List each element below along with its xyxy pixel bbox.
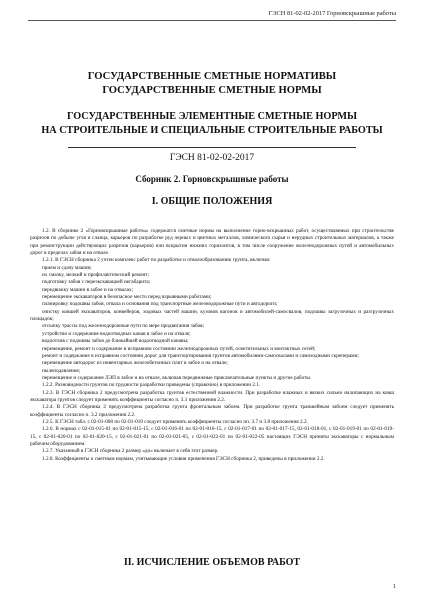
section-1-heading: I. ОБЩИЕ ПОЛОЖЕНИЯ	[151, 196, 273, 207]
body-paragraph: пылеподавление;	[42, 367, 81, 374]
page-number: 1	[392, 583, 396, 590]
body-paragraph: 1.2.8. Коэффициенты к сметным нормам, учитывающие условия применения ГЭСН сборника 2, приведены в приложении 2.2.	[42, 455, 325, 462]
body-paragraph: перемещение, ремонт и содержание в исправном состоянии железнодорожных путей, осветительных и контактных сетей;	[42, 345, 316, 352]
body-paragraph: их смазку, мелкий и профилактический ремонт;	[42, 272, 150, 279]
body-paragraph: перемещение и содержание ЛЭП в забое и на отвале, включая передвижные приключательные пункты и другие работы.	[42, 374, 312, 381]
section-1-body	[30, 228, 394, 463]
document-code: ГЭСН 81-02-02-2017	[169, 153, 255, 163]
title-block	[28, 70, 396, 208]
section-2-heading: II. ИСЧИСЛЕНИЕ ОБЪЕМОВ РАБОТ	[123, 557, 301, 568]
body-paragraph: 1.2.6. В нормах с 02-01-015-01 по 02-01-015-15, с 02-01-016-01 по 02-01-016-15, с 02-01-017-01 по 02-01-017-15, 02-01-018-01, с 02-01-019-01 по 02-01-019-15, с 02-01-020-01 по 02-01-020-15, с 02-01-021-01 по 02-01-021-05, с 02-01-022-01 по 02-01-022-05 настоящих ГЭСН приняты экскаваторы с нормальным рабочим оборудованием.	[30, 426, 394, 447]
body-paragraph: 1.2.4. В ГЭСН сборника 2 предусмотрена разработка грунта фронтальным забоем. При разработке грунта траншейным забоем следует применять коэффициенты согласно п. 3.2 приложения 2.2.	[30, 404, 394, 418]
header-rule	[28, 20, 396, 21]
body-paragraph: 1.2.5. К ГЭСН табл. с 02-01-008 по 02-01-010 следует применять коэффициенты согласно пп. 3.7 и 3.8 приложения 2.2.	[42, 418, 308, 425]
body-paragraph: 1.2. В сборнике 2 «Горновскрышные работы» содержатся сметные нормы на выполнение горно-вскрышных работ, осуществляемых при строительстве разрезов по добыче угля и сланца, карьеров по разработке руд черных и цветных металлов, химического сырья и нерудных строительных материалов, а также при реконструкции действующих разрезов (карьеров) или вскрытии нижних горизонтов, в том числе сооружение железнодорожных путей и автомобильных дорог в пределах забоя и на отвале.	[30, 228, 394, 257]
subtitle-line-2: НА СТРОИТЕЛЬНЫЕ И СПЕЦИАЛЬНЫЕ СТРОИТЕЛЬНЫЕ РАБОТЫ	[41, 124, 383, 136]
body-paragraph: очистку ковшей экскаваторов, конвейеров, ходовых частей машин, кузовов вагонов и автомобилей-самосвалов, подошвы загрузочных и разгрузочных площадок;	[30, 308, 394, 323]
body-paragraph: планировку подошвы забоя, отвала и основания под транспортные железнодорожные пути и автодороги;	[42, 301, 278, 308]
body-paragraph: 1.2.1. В ГЭСН сборника 2 учтен комплекс работ по разработке и отвалообразованию грунта, включая:	[42, 257, 271, 264]
collection-title: Сборник 2. Горновскрышные работы	[135, 174, 289, 184]
body-paragraph: 1.2.3. В ГЭСН сборника 2 предусмотрена разработка грунтов естественной влажности. При разработке влажных и вязких сильно налипающих на ковш экскаватора грунтов следует применять коэффициенты согласно п. 3.1 приложения 2.2.	[30, 389, 394, 403]
title-line-1: ГОСУДАРСТВЕННЫЕ СМЕТНЫЕ НОРМАТИВЫ	[87, 71, 337, 82]
body-paragraph: перемещение экскаваторов в безопасное место перед взрывными работами;	[42, 294, 212, 301]
body-paragraph: прием и сдачу машин;	[42, 264, 92, 271]
body-paragraph: перемещение автодорог из инвентарных железобетонных плит в забое и на отвале;	[42, 360, 228, 367]
code-rule	[68, 147, 356, 148]
body-paragraph: подготовку забоя с переэкскавацией негабарита;	[42, 279, 151, 286]
body-paragraph: передвижку машин в забое и на отвалах;	[42, 286, 134, 293]
body-paragraph: 1.2.2. Разновидности грунтов по трудности разработки приведены (справочно) в приложении 2.1.	[42, 382, 261, 389]
body-paragraph: 1.2.7. Указанный в ГЭСН сборника 2 размер «до» включает в себя этот размер.	[42, 448, 219, 455]
body-paragraph: устройство и содержание водоотводных канав в забое и на отвале;	[42, 330, 191, 337]
body-paragraph: ремонт и содержание в исправном состоянии дорог для транспортирования грунтов автомобилями-самосвалами и самоходными скреперами;	[42, 352, 359, 359]
title-line-2: ГОСУДАРСТВЕННЫЕ СМЕТНЫЕ НОРМЫ	[102, 85, 322, 96]
running-header: ГЭСН 81-02-02-2017 Горновскрышные работы	[268, 10, 396, 17]
body-paragraph: отсыпку трассы под железнодорожные пути по мере продвигания забоя;	[42, 323, 205, 330]
subtitle-line-1: ГОСУДАРСТВЕННЫЕ ЭЛЕМЕНТНЫЕ СМЕТНЫЕ НОРМЫ	[67, 111, 357, 122]
body-paragraph: водоотлив с подошвы забоя до ближайшей водоотводной канавы;	[42, 338, 189, 345]
